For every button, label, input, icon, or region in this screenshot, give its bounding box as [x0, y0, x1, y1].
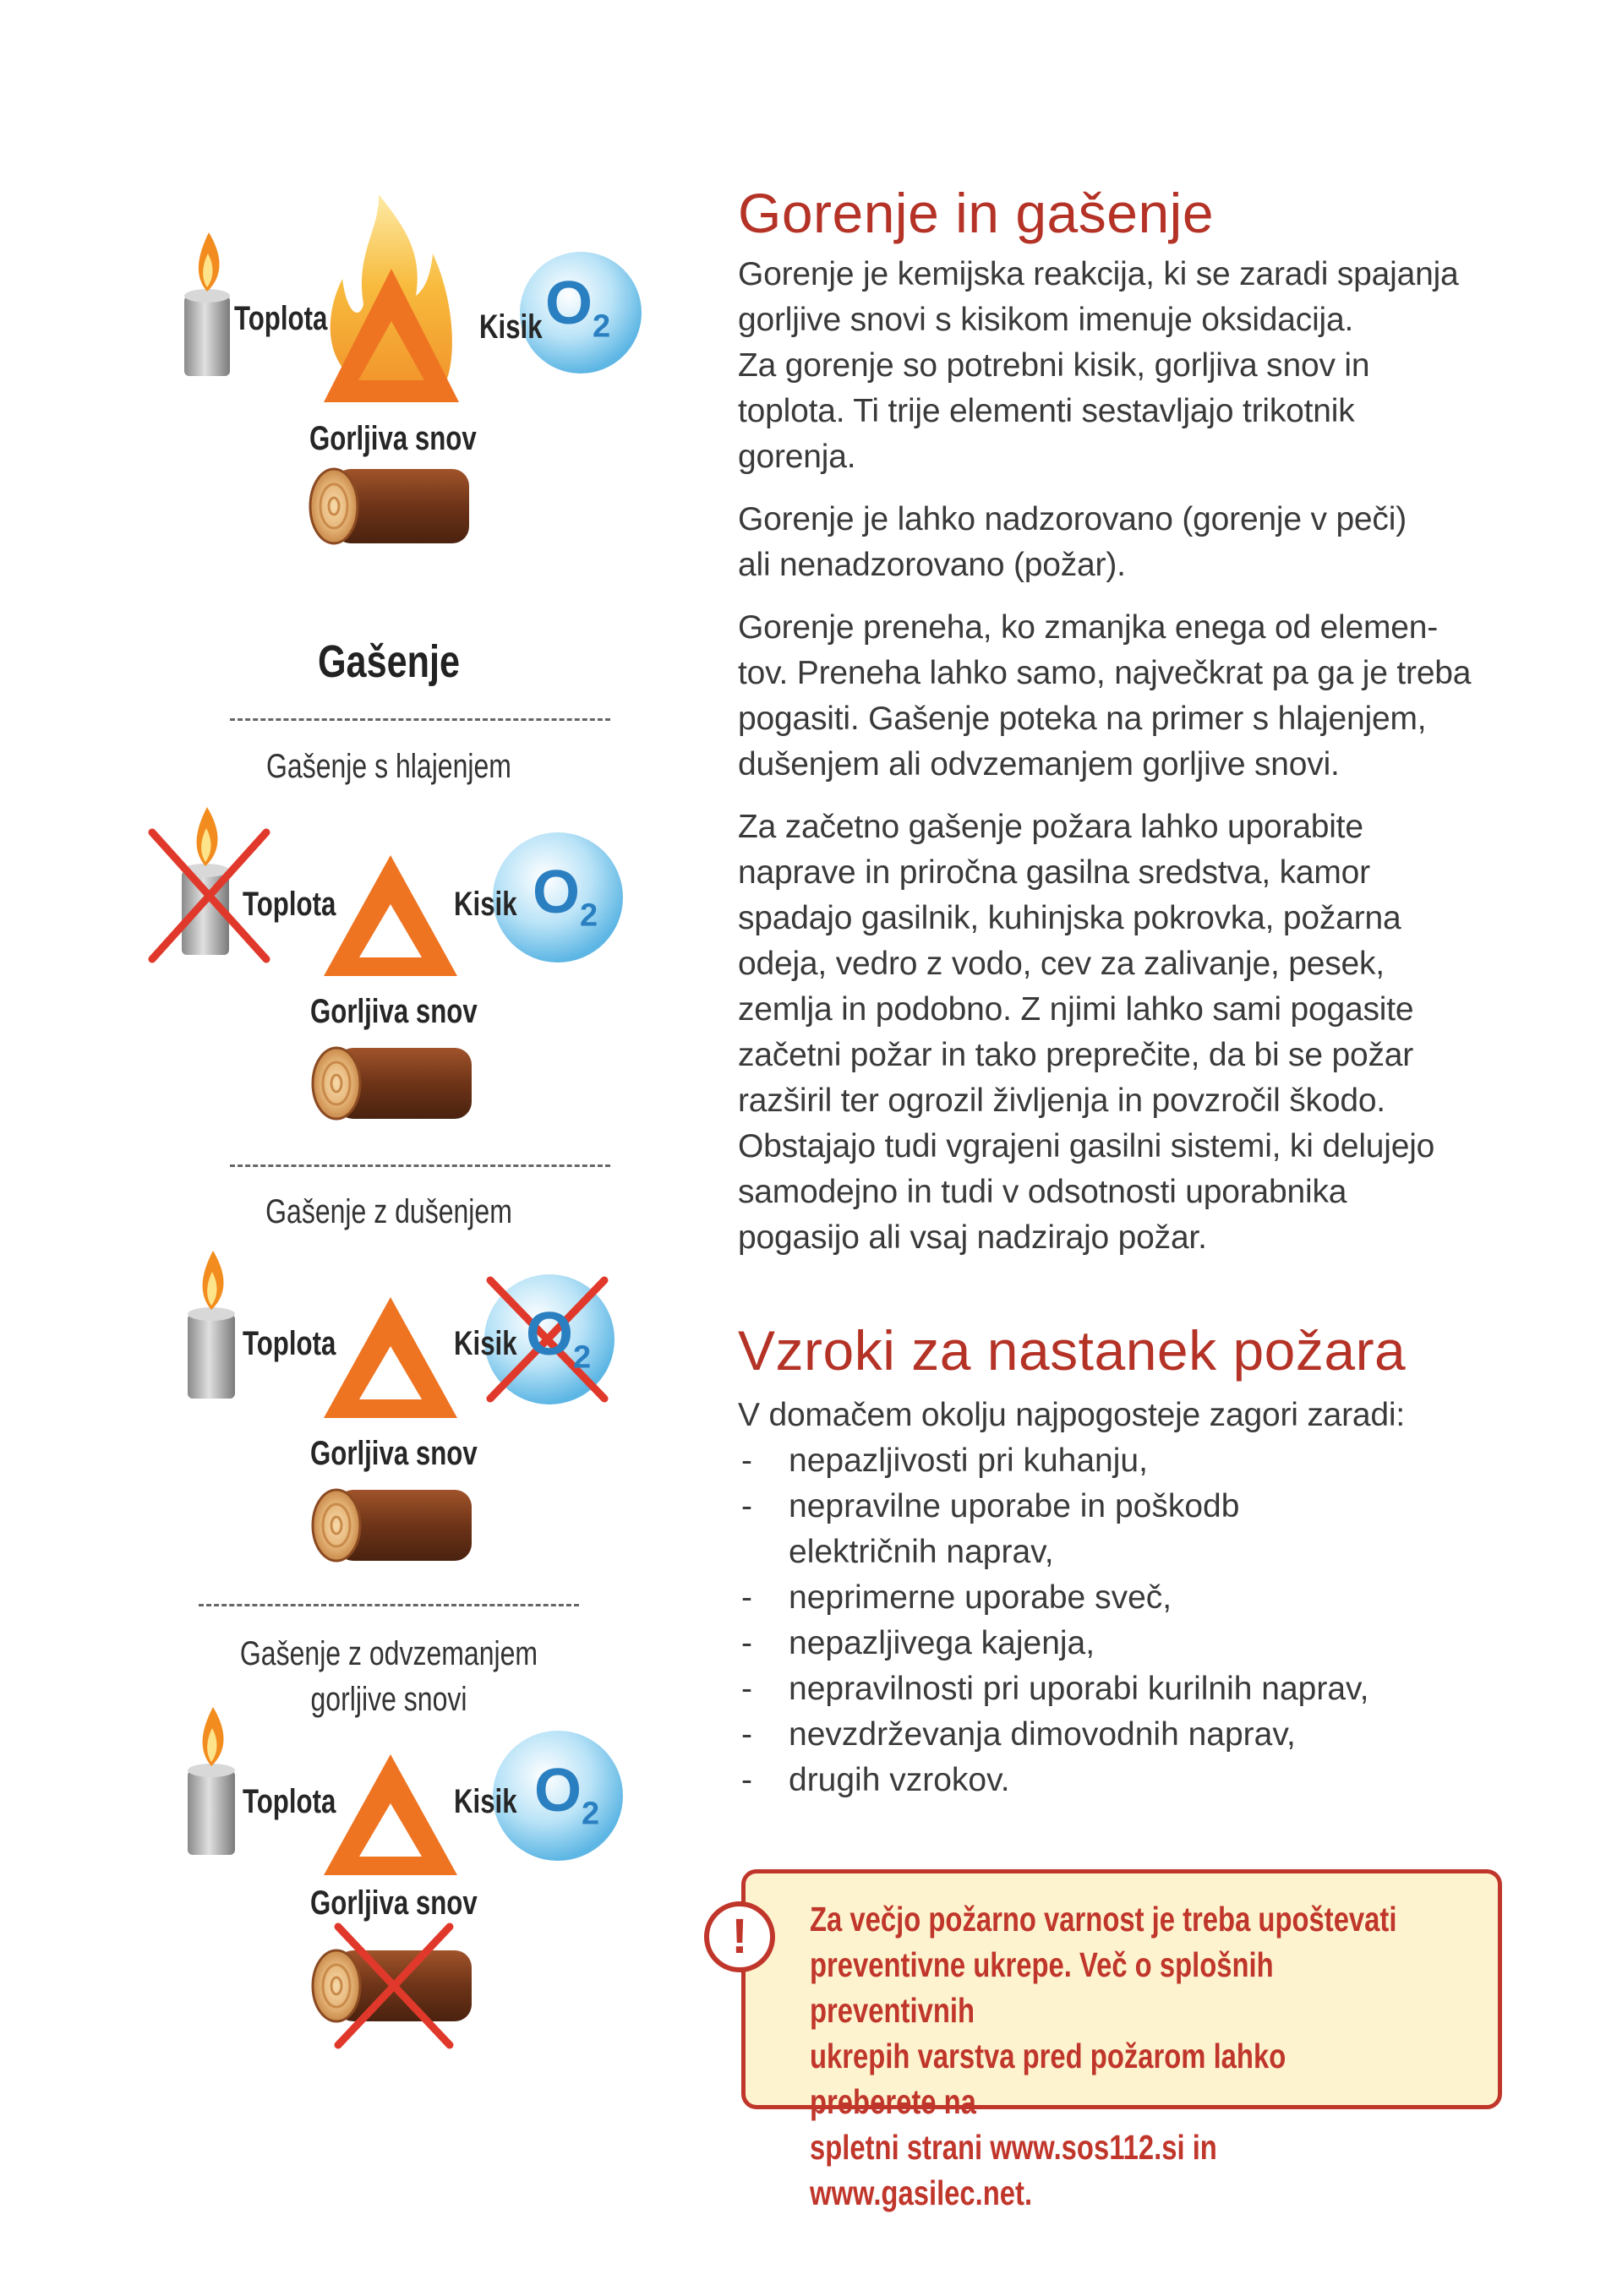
triangle-group-smothering [188, 1251, 615, 1561]
method-fuel-removal-title [186, 1631, 592, 1722]
o2-symbol: $O_2$ [545, 270, 611, 345]
note-line: spletni strani www.sos112.si in www.gasilec.net. [810, 2128, 1217, 2212]
note-line: ukrepih varstva pred požarom lahko preberete na [810, 2037, 1286, 2121]
list-item: - nepazljivega kajenja, [738, 1621, 1499, 1666]
heat-label: Toplota [243, 1783, 336, 1820]
heat-label: Toplota [234, 300, 328, 337]
oxygen-label: Kisik [479, 308, 543, 346]
article-column [738, 177, 1499, 1803]
causes-intro: V domačem okolju najpogosteje zagori zaradi: [738, 1397, 1405, 1433]
causes-list [738, 1438, 1499, 1803]
text-line: Obstajajo tudi vgrajeni gasilni sistemi, ki delujejo [738, 1128, 1435, 1164]
paragraph [738, 804, 1499, 1261]
text-line: Gorenje je kemijska reakcija, ki se zaradi spajanja [738, 256, 1459, 292]
triangle-group-cooling [152, 807, 623, 1119]
fire-triangle-icon [324, 1754, 457, 1875]
heading-combustion: Gorenje in gašenje [738, 182, 1215, 244]
fuel-label: Gorljiva snov [309, 420, 477, 457]
text-line: Za začetno gašenje požara lahko uporabite [738, 809, 1363, 845]
divider [199, 1604, 579, 1606]
method-smothering-title: Gašenje z dušenjem [265, 1193, 512, 1230]
text-line: dušenjem ali odvzemanjem gorljive snovi. [738, 746, 1340, 783]
heat-label: Toplota [243, 886, 336, 923]
o2-symbol: $O_2$ [526, 1301, 592, 1376]
method-fuel-removal-title-line2: gorljive snovi [310, 1681, 467, 1718]
text-line: Gorenje preneha, ko zmanjka enega od elemen- [738, 609, 1439, 646]
prevention-note-text [810, 1896, 1405, 2216]
paragraph [738, 252, 1499, 480]
text-line: odeja, vedro z vodo, cev za zalivanje, pesek, [738, 946, 1385, 982]
o2-symbol: $O_2$ [534, 1757, 600, 1832]
oxygen-label: Kisik [454, 886, 517, 923]
fuel-label: Gorljiva snov [310, 1884, 478, 1922]
fire-triangle-icon [324, 1297, 457, 1418]
oxygen-label: Kisik [454, 1783, 517, 1820]
paragraph [738, 497, 1499, 588]
text-line: gorljive snovi s kisikom imenuje oksidacija. [738, 302, 1354, 338]
fuel-label: Gorljiva snov [310, 993, 478, 1030]
divider [230, 718, 610, 721]
list-item: - nepazljivosti pri kuhanju, [738, 1438, 1499, 1484]
text-line: toplota. Ti trije elementi sestavljajo trikotnik [738, 393, 1355, 429]
list-item: - nepravilnosti pri uporabi kurilnih naprav, [738, 1666, 1499, 1712]
paragraph [738, 605, 1499, 788]
note-line: preventivne ukrepe. Več o splošnih preventivnih [810, 1945, 1274, 2030]
list-item: - neprimerne uporabe sveč, [738, 1575, 1499, 1621]
candle-icon [188, 1770, 235, 1855]
fire-triangle-figure [0, 0, 659, 2296]
divider [230, 1164, 610, 1167]
o2-symbol: $O_2$ [533, 859, 598, 934]
text-line: tov. Preneha lahko samo, največkrat pa ga je treba [738, 655, 1472, 691]
candle-icon [188, 1314, 235, 1399]
text-line: pogasijo ali vsaj nadzirajo požar. [738, 1219, 1207, 1256]
log-icon [313, 1048, 472, 1119]
text-line: zemlja in podobno. Z njimi lahko sami pogasite [738, 991, 1414, 1028]
text-line: gorenja. [738, 439, 856, 475]
text-line: ali nenadzorovano (požar). [738, 547, 1126, 583]
text-line: pogasiti. Gašenje poteka na primer s hlajenjem, [738, 701, 1427, 737]
list-item: - nevzdrževanja dimovodnih naprav, [738, 1712, 1499, 1758]
triangle-group-burning [184, 194, 642, 543]
text-line: spadajo gasilnik, kuhinjska pokrovka, požarna [738, 900, 1401, 936]
fire-triangle-icon [324, 855, 457, 976]
method-fuel-removal-title-line1: Gašenje z odvzemanjem [239, 1635, 538, 1672]
method-cooling-title: Gašenje s hlajenjem [266, 748, 511, 785]
oxygen-label: Kisik [454, 1325, 517, 1362]
text-line: naprave in priročna gasilna sredstva, kamor [738, 854, 1370, 891]
extinguishing-title: Gašenje [317, 636, 461, 687]
text-line: začetni požar in tako preprečite, da bi se požar [738, 1037, 1414, 1073]
text-line: samodejno in tudi v odsotnosti uporabnika [738, 1174, 1347, 1210]
heat-label: Toplota [243, 1325, 336, 1362]
heading-fire-causes: Vzroki za nastanek požara [738, 1319, 1407, 1382]
text-line: razširil ter ogrozil življenja in povzročil škodo. [738, 1083, 1385, 1119]
text-line: Za gorenje so potrebni kisik, gorljiva snov in [738, 347, 1370, 384]
note-line: Za večjo požarno varnost je treba upoštevati [810, 1900, 1397, 1939]
fuel-label: Gorljiva snov [310, 1435, 478, 1472]
list-item: - nepravilne uporabe in poškodb električnih naprav, [738, 1484, 1499, 1575]
candle-icon [184, 296, 230, 376]
log-icon [310, 469, 469, 543]
list-item: - drugih vzrokov. [738, 1758, 1499, 1803]
exclamation-icon: ! [704, 1901, 775, 1972]
log-icon [313, 1490, 472, 1561]
text-line: Gorenje je lahko nadzorovano (gorenje v peči) [738, 501, 1407, 537]
